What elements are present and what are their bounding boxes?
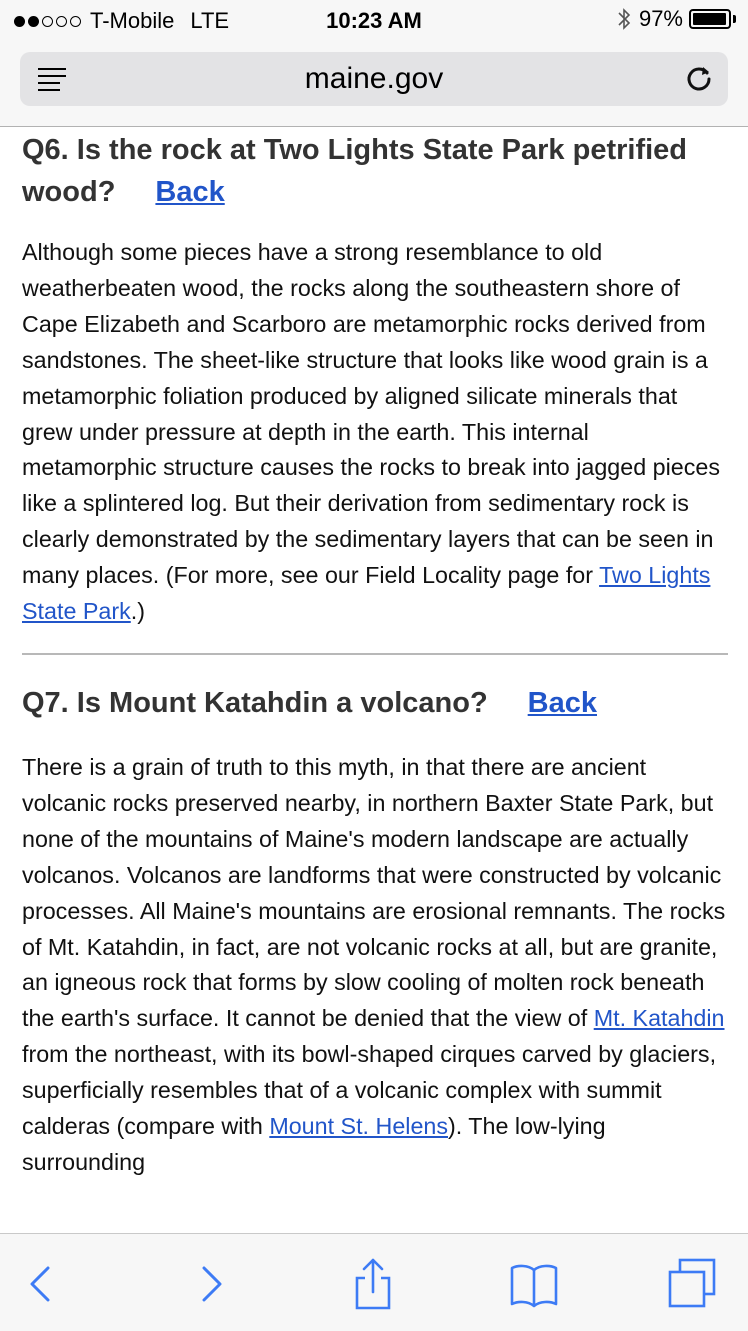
url-text[interactable]: maine.gov <box>304 62 444 95</box>
status-right <box>617 6 736 32</box>
q7-answer-middle: from the northeast, with its bowl-shaped cirques carved by glaciers, superficially resembles that of a volcanic complex with summit calderas (compare with <box>22 1041 717 1140</box>
battery-icon <box>689 9 731 29</box>
katahdin-link[interactable]: Mt. Katahdin <box>593 1005 725 1032</box>
status-time: 10:23 AM <box>326 8 422 33</box>
q6-heading <box>22 129 728 213</box>
article <box>22 129 728 1181</box>
bottom-toolbar <box>0 1233 748 1331</box>
address-bar-area <box>0 40 748 127</box>
forward-arrow-icon[interactable] <box>182 1256 238 1312</box>
two-lights-link[interactable]: Two Lights State Park <box>22 562 711 625</box>
q6-back-link[interactable]: Back <box>155 176 225 208</box>
q7-heading <box>22 682 728 724</box>
q7-title: Q7. Is Mount Katahdin a volcano? <box>22 686 488 719</box>
page-content <box>0 127 748 1233</box>
tabs-icon[interactable] <box>664 1256 720 1312</box>
back-arrow-icon[interactable] <box>14 1256 70 1312</box>
bookmarks-icon[interactable] <box>506 1256 562 1312</box>
status-bar <box>0 0 748 40</box>
battery-fill <box>693 13 726 25</box>
share-icon[interactable] <box>345 1256 401 1312</box>
q7-answer <box>22 750 728 1181</box>
network-type: LTE <box>190 8 230 33</box>
bluetooth-icon <box>617 7 631 31</box>
reload-icon[interactable] <box>682 62 716 96</box>
mount-st-helens-link[interactable]: Mount St. Helens <box>269 1113 449 1140</box>
q6-title: Q6. Is the rock at Two Lights State Park petrified wood? <box>22 134 688 208</box>
q7-answer-text: There is a grain of truth to this myth, in that there are ancient volcanic rocks preserved nearby, in northern Baxter State Park, but none of the mountains of Maine's modern landscape are actually volcanos. Volcanos are landforms that were constructed by volcanic processes. All Maine's mountains are erosional remnants. The rocks of Mt. Katahdin, in fact, are not volcanic rocks at all, but are granite, an igneous rock that forms by slow cooling of molten rock beneath the earth's surface. It cannot be denied that the view of <box>22 753 726 1032</box>
q7-back-link[interactable]: Back <box>527 686 597 719</box>
battery-percentage: 97% <box>638 6 683 31</box>
q6-answer-text: Although some pieces have a strong resemblance to old weatherbeaten wood, the rocks along the southeastern shore of Cape Elizabeth and Scarboro are metamorphic rocks derived from sandstones. The sheet-like structure that looks like wood grain is a metamorphic foliation produced by aligned silicate minerals that grew under pressure at depth in the earth. This internal metamorphic structure causes the rocks to break into jagged pieces like a splintered log. But their derivation from sedimentary rock is clearly demonstrated by the sedimentary layers that can be seen in many places. (For more, see our Field Locality page for <box>22 239 720 589</box>
q7-answer-end: ). The low-lying surrounding <box>22 1113 606 1175</box>
q6-answer <box>22 235 728 630</box>
carrier-name: T-Mobile <box>90 8 175 33</box>
q6-answer-end: .) <box>130 598 146 625</box>
url-field[interactable] <box>20 52 728 106</box>
battery-cap <box>733 15 736 23</box>
